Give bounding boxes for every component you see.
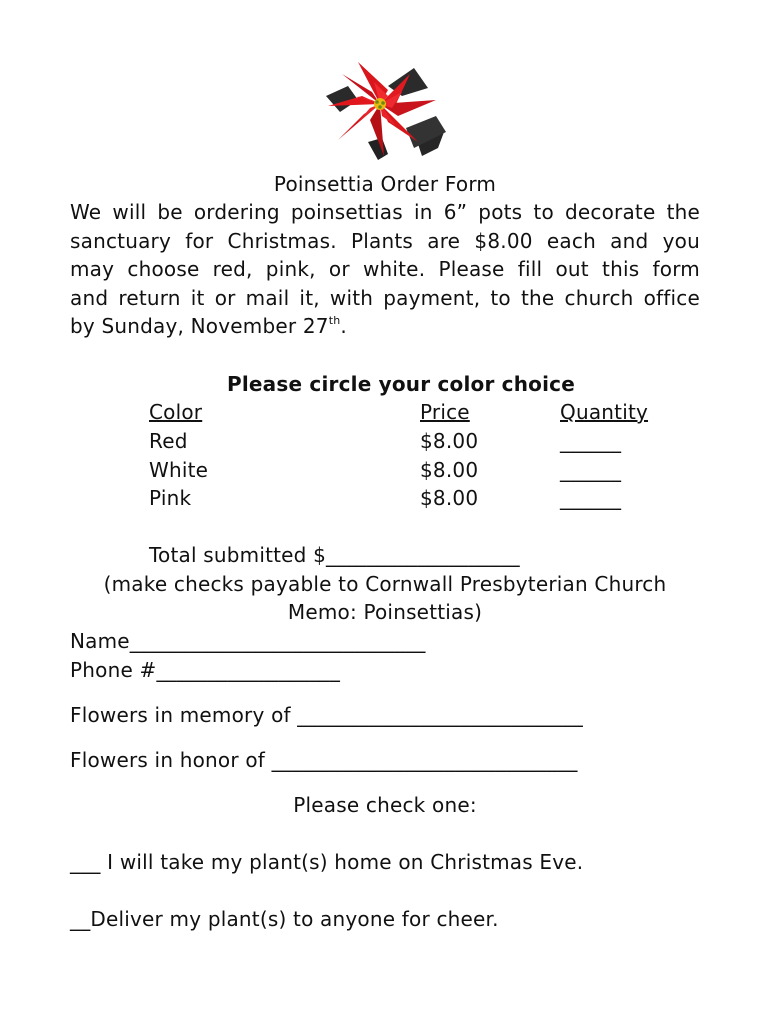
deadline-ordinal: th bbox=[328, 313, 341, 327]
intro-paragraph bbox=[70, 198, 700, 341]
deadline-text: by Sunday, November 27 bbox=[70, 314, 329, 339]
checks-payable-note: (make checks payable to Cornwall Presbyterian Church bbox=[103, 572, 667, 596]
intro-line: We will be ordering poinsettias in 6” pots to decorate the bbox=[70, 200, 700, 224]
quantity-white-field[interactable]: ______ bbox=[560, 458, 622, 482]
color-instruction: Please circle your color choice bbox=[227, 372, 575, 396]
color-option-white[interactable]: White bbox=[149, 458, 209, 482]
total-submitted-field[interactable]: Total submitted $___________________ bbox=[149, 543, 520, 567]
check-one-heading: Please check one: bbox=[293, 793, 477, 817]
header-color: Color bbox=[149, 400, 203, 424]
form-title: Poinsettia Order Form bbox=[273, 172, 497, 196]
intro-line: and return it or mail it, with payment, to the church office bbox=[70, 285, 700, 310]
intro-line: sanctuary for Christmas. Plants are $8.00 each and you bbox=[70, 228, 700, 253]
memory-field[interactable]: Flowers in memory of ____________________________ bbox=[70, 703, 583, 727]
poinsettia-icon bbox=[318, 56, 450, 168]
color-option-pink[interactable]: Pink bbox=[149, 486, 192, 510]
price-white: $8.00 bbox=[420, 458, 479, 482]
phone-field[interactable]: Phone #__________________ bbox=[70, 658, 341, 682]
intro-line-deadline bbox=[70, 312, 700, 341]
memo-note: Memo: Poinsettias) bbox=[287, 600, 483, 624]
header-price: Price bbox=[420, 400, 470, 424]
honor-field[interactable]: Flowers in honor of ______________________________ bbox=[70, 748, 578, 772]
price-red: $8.00 bbox=[420, 429, 479, 453]
quantity-pink-field[interactable]: ______ bbox=[560, 486, 622, 510]
intro-line: may choose red, pink, or white. Please fill out this form bbox=[70, 257, 700, 282]
price-pink: $8.00 bbox=[420, 486, 479, 510]
name-field[interactable]: Name_____________________________ bbox=[70, 629, 426, 653]
color-option-red[interactable]: Red bbox=[149, 429, 188, 453]
deliver-option[interactable]: __Deliver my plant(s) to anyone for cheer. bbox=[70, 907, 499, 931]
deadline-period: . bbox=[340, 314, 347, 339]
quantity-red-field[interactable]: ______ bbox=[560, 429, 622, 453]
header-quantity: Quantity bbox=[560, 400, 649, 424]
take-home-option[interactable]: ___ I will take my plant(s) home on Christmas Eve. bbox=[70, 850, 584, 874]
